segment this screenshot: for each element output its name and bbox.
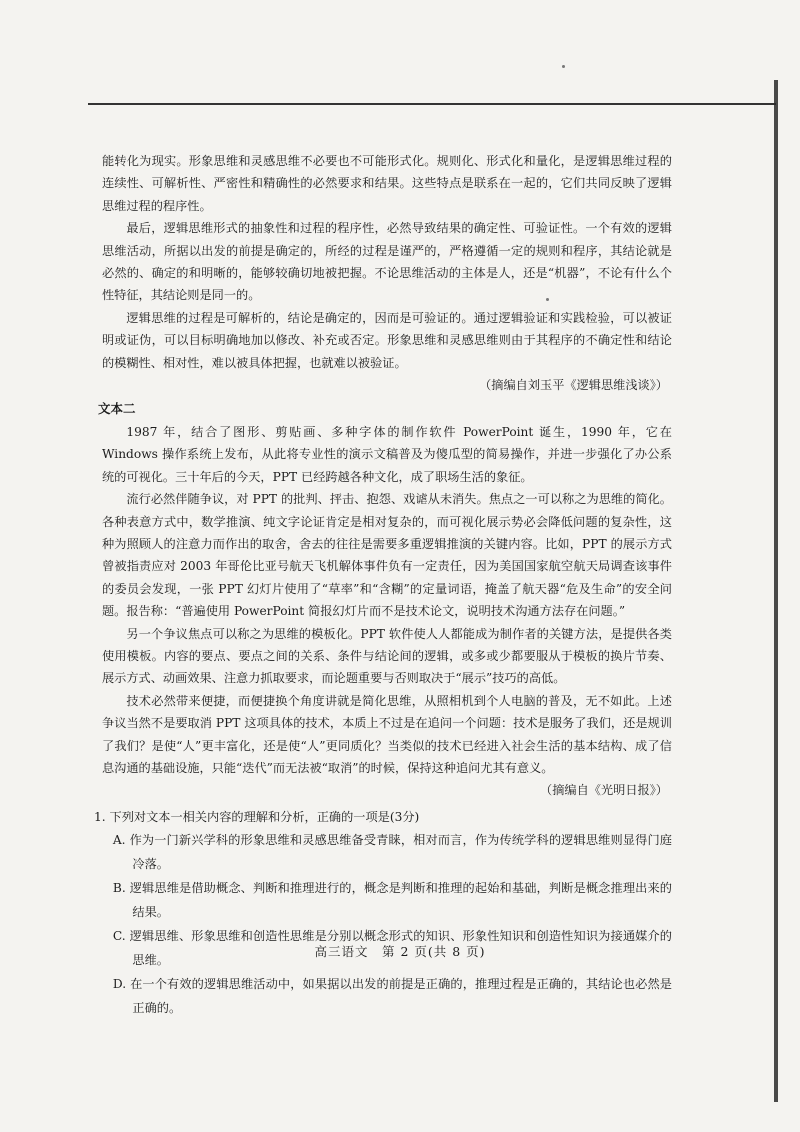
text2-heading: 文本二 bbox=[98, 401, 136, 417]
scan-speck bbox=[562, 65, 565, 68]
text2-paragraph-3: 另一个争议焦点可以称之为思维的模板化。PPT 软件使人人都能成为制作者的关键方法，是提供各类使用模板。内容的要点、要点之间的关系、条件与结论间的逻辑，或多或少都要服从于模板的换片节奏、展示方式、动画效果、注意力抓取要求，而论题重要与否则取决于“展示”技巧的高低。 bbox=[102, 626, 672, 686]
question-1-option-d: D. 在一个有效的逻辑思维活动中，如果据以出发的前提是正确的，推理过程是正确的，其结论也必然是正确的。 bbox=[112, 977, 672, 1016]
text1-paragraph-2: 最后，逻辑思维形式的抽象性和过程的程序性，必然导致结果的确定性、可验证性。一个有效的逻辑思维活动，所据以出发的前提是确定的，所经的过程是谨严的，严格遵循一定的规则和程序，其结论就是必然的、确定的和明晰的，能够较确切地被把握。不论思维活动的主体是人，还是“机器”，不论有什么个性特征，其结论则是同一的。 bbox=[102, 221, 672, 303]
page-footer: 高三语文 第 2 页(共 8 页) bbox=[314, 944, 486, 959]
text2-paragraph-4: 技术必然带来便捷，而便捷换个角度讲就是简化思维，从照相机到个人电脑的普及，无不如此。上述争议当然不是要取消 PPT 这项具体的技术，本质上不过是在追问一个问题：技术是服务了我们，还是规训了我们？是使“人”更丰富化，还是使“人”更同质化？当类似的技术已经进入社会生活的基本结构、成了信息沟通的基础设施，只能“迭代”而无法被“取消”的时候，保持这种追问尤其有意义。 bbox=[102, 693, 672, 775]
text1-paragraph-1: 能转化为现实。形象思维和灵感思维不必要也不可能形式化。规则化、形式化和量化，是逻辑思维过程的连续性、可解析性、严密性和精确性的必然要求和结果。这些特点是联系在一起的，它们共同反映了逻辑思维过程的程序性。 bbox=[102, 154, 672, 213]
text2-paragraph-1: 1987 年，结合了图形、剪贴画、多种字体的制作软件 PowerPoint 诞生，1990 年，它在 Windows 操作系统上发布，从此将专业性的演示文稿普及为傻瓜型的简易操作，并进一步强化了办公系统的可视化。三十年后的今天，PPT 已经跨越各种文化，成了职场生活的象征。 bbox=[102, 424, 672, 484]
text2-paragraph-2: 流行必然伴随争议，对 PPT 的批判、抨击、抱怨、戏谑从未消失。焦点之一可以称之为思维的简化。各种表意方式中，数学推演、纯文字论证肯定是相对复杂的，而可视化展示势必会降低问题的复杂性，这种为照顾人的注意力而作出的取舍，舍去的往往是需要多重逻辑推演的关键内容。比如，PPT 的展示方式曾被指责应对 2003 年哥伦比亚号航天飞机解体事件负有一定责任，因为美国国家航空航天局调查该事件的委员会发现，一张 PPT 幻灯片使用了“草率”和“含糊”的定量词语，掩盖了航天器“危及生命”的安全问题。报告称：“普遍使用 PowerPoint 简报幻灯片而不是技术论文，说明技术沟通方法存在问题。” bbox=[102, 492, 672, 619]
question-1-stem: 1. 下列对文本一相关内容的理解和分析，正确的一项是(3分) bbox=[94, 809, 420, 824]
text1-paragraph-3: 逻辑思维的过程是可解析的，结论是确定的，因而是可验证的。通过逻辑验证和实践检验，可以被证明或证伪，可以目标明确地加以修改、补充或否定。形象思维和灵感思维则由于其程序的不确定性和结论的模糊性、相对性，难以被具体把握，也就难以被验证。 bbox=[102, 310, 672, 370]
text2-source: （摘编自《光明日报》） bbox=[540, 783, 668, 798]
question-1-option-c: C. 逻辑思维、形象思维和创造性思维是分别以概念形式的知识、形象性知识和创造性知识为接通媒介的思维。 bbox=[112, 929, 672, 968]
question-1-option-b: B. 逻辑思维是借助概念、判断和推理进行的，概念是判断和推理的起始和基础，判断是概念推理出来的结果。 bbox=[112, 881, 672, 920]
question-1-option-a: A. 作为一门新兴学科的形象思维和灵感思维备受青睐，相对而言，作为传统学科的逻辑思维则显得门庭冷落。 bbox=[112, 833, 672, 872]
scan-top-border bbox=[88, 103, 776, 105]
exam-page-content bbox=[94, 150, 672, 1020]
text1-source: （摘编自刘玉平《逻辑思维浅谈》） bbox=[479, 378, 668, 393]
